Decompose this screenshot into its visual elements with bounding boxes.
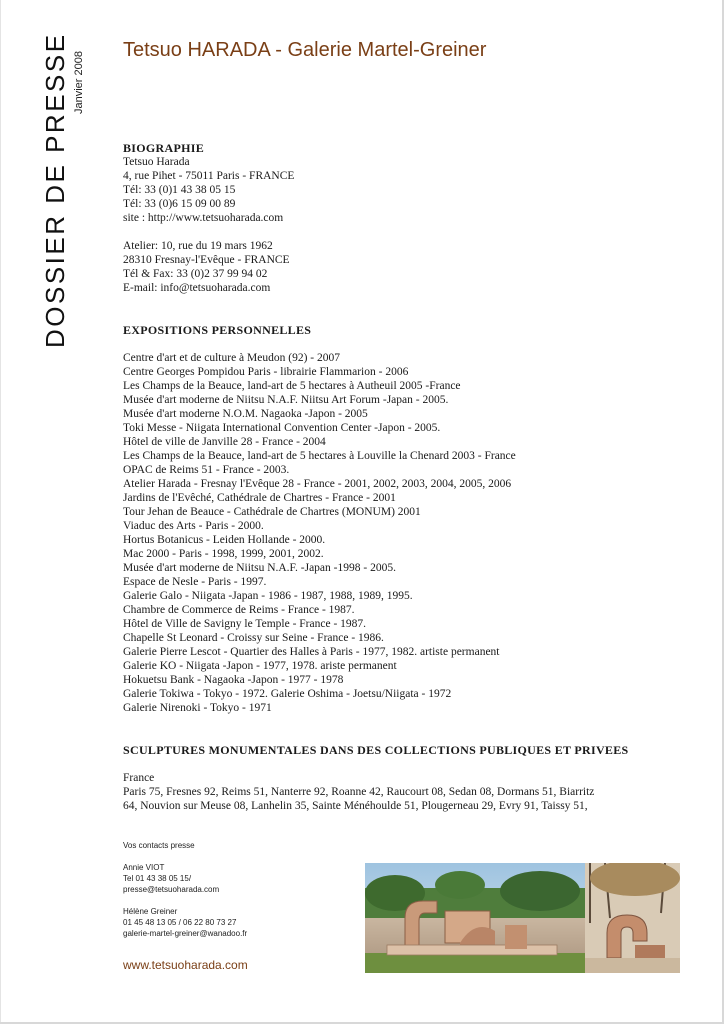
contacts-heading: Vos contacts presse	[123, 841, 195, 850]
footer-website-link[interactable]: www.tetsuoharada.com	[123, 958, 248, 972]
contact-1-email[interactable]: presse@tetsuoharada.com	[123, 885, 220, 894]
sculptures-locations-line-1: Paris 75, Fresnes 92, Reims 51, Nanterre 92, Roanne 42, Raucourt 08, Sedan 08, Dormans 51, Biarritz	[123, 786, 595, 798]
side-title: DOSSIER DE PRESSE	[40, 32, 70, 348]
bio-phone-1: Tél: 33 (0)1 43 38 05 15	[123, 184, 236, 196]
press-contacts	[123, 840, 247, 939]
bio-phone-2: Tél: 33 (0)6 15 09 00 89	[123, 198, 236, 210]
list-item: Viaduc des Arts - Paris - 2000.	[123, 520, 264, 532]
biography-heading: BIOGRAPHIE	[123, 141, 205, 155]
list-item: Toki Messe - Niigata International Convention Center -Japon - 2005.	[123, 422, 441, 434]
list-item: Les Champs de la Beauce, land-art de 5 hectares à Louville la Chenard 2003 - France	[123, 450, 516, 462]
list-item: Chapelle St Leonard - Croissy sur Seine - France - 1986.	[123, 632, 384, 644]
list-item: Centre Georges Pompidou Paris - librairie Flammarion - 2006	[123, 366, 409, 378]
bio-address: 4, rue Pihet - 75011 Paris - FRANCE	[123, 170, 295, 182]
atelier-email[interactable]: E-mail: info@tetsuoharada.com	[123, 282, 271, 294]
sculptures-locations-line-2: 64, Nouvion sur Meuse 08, Lanhelin 35, Sainte Ménéhoulde 51, Plougerneau 29, Evry 91, Taissy 51,	[123, 800, 588, 812]
sculptures-section	[123, 771, 594, 813]
page-title: Tetsuo HARADA - Galerie Martel-Greiner	[123, 39, 487, 61]
list-item: Atelier Harada - Fresnay l'Evêque 28 - France - 2001, 2002, 2003, 2004, 2005, 2006	[123, 478, 512, 490]
bio-name: Tetsuo Harada	[123, 156, 190, 168]
list-item: Hortus Botanicus - Leiden Hollande - 2000.	[123, 534, 326, 546]
expositions-header	[123, 323, 311, 337]
sculpture-photo	[365, 863, 680, 973]
contact-2-phone: 01 45 48 13 05 / 06 22 80 73 27	[123, 918, 237, 927]
sculptures-header	[123, 743, 629, 757]
contact-1-name: Annie VIOT	[123, 863, 165, 872]
page-border-left	[0, 0, 1, 1024]
list-item: Musée d'art moderne N.O.M. Nagaoka -Japon - 2005	[123, 408, 368, 420]
list-item: Hokuetsu Bank - Nagaoka -Japon - 1977 - 1978	[123, 674, 344, 686]
contact-2-name: Hélène Greiner	[123, 907, 178, 916]
list-item: Hôtel de ville de Janville 28 - France - 2004	[123, 436, 326, 448]
list-item: Espace de Nesle - Paris - 1997.	[123, 576, 267, 588]
expositions-heading: EXPOSITIONS PERSONNELLES	[123, 323, 312, 337]
list-item: Les Champs de la Beauce, land-art de 5 hectares à Autheuil 2005 -France	[123, 380, 461, 392]
contact-1-phone: Tel 01 43 38 05 15/	[123, 874, 192, 883]
list-item: Mac 2000 - Paris - 1998, 1999, 2001, 2002.	[123, 548, 324, 560]
list-item: Chambre de Commerce de Reims - France - 1987.	[123, 604, 355, 616]
sculptures-heading: SCULPTURES MONUMENTALES DANS DES COLLECTIONS PUBLIQUES ET PRIVEES	[123, 743, 629, 757]
list-item: Galerie Pierre Lescot - Quartier des Halles à Paris - 1977, 1982. artiste permanent	[123, 646, 500, 658]
atelier-address: Atelier: 10, rue du 19 mars 1962	[123, 240, 273, 252]
list-item: OPAC de Reims 51 - France - 2003.	[123, 464, 290, 476]
contact-2-email[interactable]: galerie-martel-greiner@wanadoo.fr	[123, 929, 248, 938]
expositions-list	[123, 351, 516, 715]
list-item: Musée d'art moderne de Niitsu N.A.F. -Japan -1998 - 2005.	[123, 562, 396, 574]
biography-section	[123, 141, 294, 225]
list-item: Jardins de l'Evêché, Cathédrale de Chartres - France - 2001	[123, 492, 396, 504]
side-date: Janvier 2008	[73, 51, 85, 114]
bio-website[interactable]: site : http://www.tetsuoharada.com	[123, 212, 284, 224]
list-item: Galerie KO - Niigata -Japon - 1977, 1978. ariste permanent	[123, 660, 397, 672]
atelier-section	[123, 239, 290, 295]
list-item: Tour Jehan de Beauce - Cathédrale de Chartres (MONUM) 2001	[123, 506, 421, 518]
list-item: Hôtel de Ville de Savigny le Temple - France - 1987.	[123, 618, 367, 630]
sculptures-country: France	[123, 772, 155, 784]
sculpture-photo-image	[365, 863, 680, 973]
atelier-phone-fax: Tél & Fax: 33 (0)2 37 99 94 02	[123, 268, 268, 280]
list-item: Centre d'art et de culture à Meudon (92) - 2007	[123, 352, 340, 364]
atelier-city: 28310 Fresnay-l'Evêque - FRANCE	[123, 254, 290, 266]
list-item: Musée d'art moderne de Niitsu N.A.F. Niitsu Art Forum -Japan - 2005.	[123, 394, 449, 406]
list-item: Galerie Galo - Niigata -Japan - 1986 - 1987, 1988, 1989, 1995.	[123, 590, 413, 602]
list-item: Galerie Tokiwa - Tokyo - 1972. Galerie Oshima - Joetsu/Niigata - 1972	[123, 688, 452, 700]
list-item: Galerie Nirenoki - Tokyo - 1971	[123, 702, 272, 714]
